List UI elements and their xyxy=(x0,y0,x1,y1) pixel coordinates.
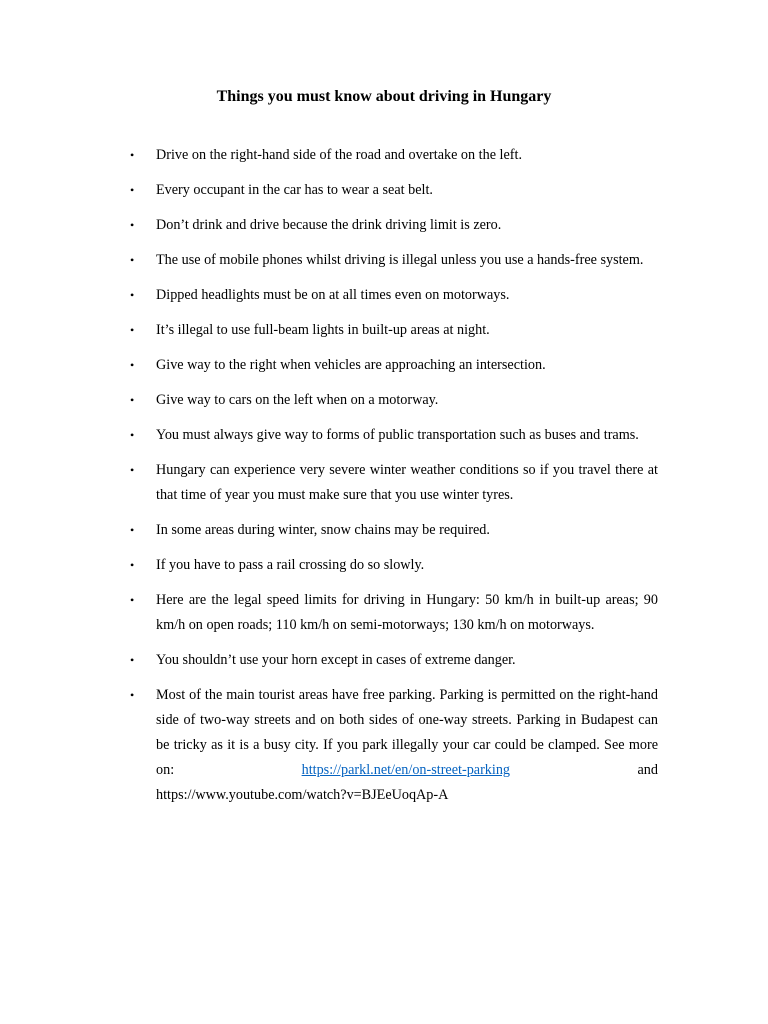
list-item-text: You shouldn’t use your horn except in cases of extreme danger. xyxy=(156,652,516,668)
list-item-text: The use of mobile phones whilst driving is illegal unless you use a hands-free system. xyxy=(156,252,644,268)
list-item xyxy=(130,213,658,238)
bullet-icon: • xyxy=(130,288,135,302)
bullet-icon: • xyxy=(130,183,135,197)
document-title: Things you must know about driving in Hungary xyxy=(216,88,552,105)
bullet-icon: • xyxy=(130,653,135,667)
list-item xyxy=(130,353,658,378)
list-item-text xyxy=(156,683,658,783)
bullet-icon: • xyxy=(130,523,135,537)
youtube-url-text: https://www.youtube.com/watch?v=BJEeUoqAp-A xyxy=(156,787,449,803)
list-item xyxy=(130,318,658,343)
bullet-icon: • xyxy=(130,393,135,407)
list-item-text: Here are the legal speed limits for driving in Hungary: 50 km/h in built-up areas; 90 km/h on open roads; 110 km/h on semi-motorways; 130 km/h on motorways. xyxy=(156,592,658,633)
list-item xyxy=(130,423,658,448)
bullet-icon: • xyxy=(130,218,135,232)
list-item-text: If you have to pass a rail crossing do so slowly. xyxy=(156,557,425,573)
bullet-list xyxy=(130,143,658,818)
list-item xyxy=(130,178,658,203)
list-item xyxy=(130,683,658,808)
list-item-text: Dipped headlights must be on at all times even on motorways. xyxy=(156,287,510,303)
bullet-icon: • xyxy=(130,593,135,607)
list-item-text: Every occupant in the car has to wear a seat belt. xyxy=(156,182,433,198)
bullet-icon: • xyxy=(130,463,135,477)
list-item xyxy=(130,588,658,638)
list-item xyxy=(130,458,658,508)
list-item-text: In some areas during winter, snow chains may be required. xyxy=(156,522,490,538)
list-item-text: It’s illegal to use full-beam lights in built-up areas at night. xyxy=(156,322,490,338)
list-item xyxy=(130,518,658,543)
bullet-icon: • xyxy=(130,558,135,572)
list-item xyxy=(130,648,658,673)
list-item xyxy=(130,248,658,273)
list-item-text: Drive on the right-hand side of the road and overtake on the left. xyxy=(156,147,522,163)
parking-text: Most of the main tourist areas have free parking. Parking is permitted on the right-hand side of two-way streets and on both sides of one-way streets. Parking in Budapest can be tricky as it is a busy city. If you park illegally your car could be clamped. See more on: xyxy=(156,687,658,778)
bullet-icon: • xyxy=(130,253,135,267)
bullet-icon: • xyxy=(130,428,135,442)
bullet-icon: • xyxy=(130,148,135,162)
list-item xyxy=(130,553,658,578)
list-item xyxy=(130,283,658,308)
list-item xyxy=(130,143,658,168)
parking-link[interactable]: https://parkl.net/en/on-street-parking xyxy=(301,762,511,778)
list-item-text: Give way to cars on the left when on a motorway. xyxy=(156,392,439,408)
bullet-icon: • xyxy=(130,688,135,702)
and-text: and xyxy=(637,762,658,778)
list-item-text: Don’t drink and drive because the drink driving limit is zero. xyxy=(156,217,502,233)
list-item-text: You must always give way to forms of public transportation such as buses and trams. xyxy=(156,427,639,443)
bullet-icon: • xyxy=(130,323,135,337)
list-item xyxy=(130,388,658,413)
bullet-icon: • xyxy=(130,358,135,372)
list-item-text: Give way to the right when vehicles are approaching an intersection. xyxy=(156,357,546,373)
list-item-text: Hungary can experience very severe winter weather conditions so if you travel there at that time of year you must make sure that you use winter tyres. xyxy=(156,462,658,503)
